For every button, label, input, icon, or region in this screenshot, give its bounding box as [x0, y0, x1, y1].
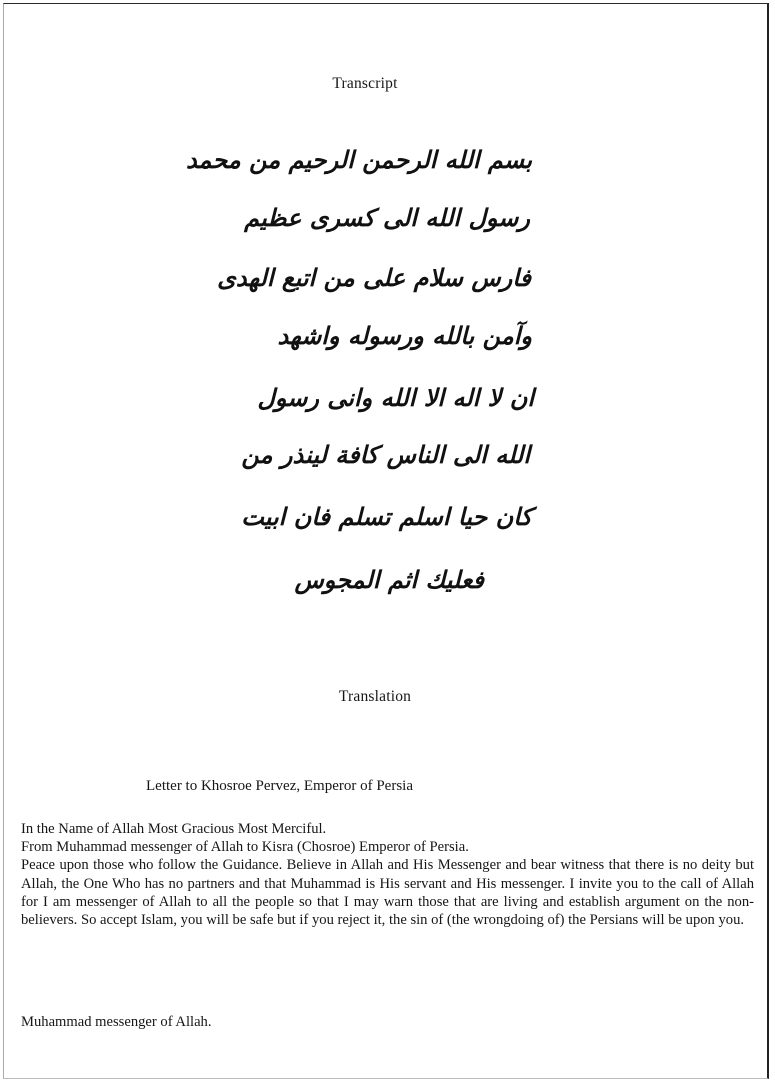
arabic-line-6: الله الى الناس كافة لينذر من [241, 441, 530, 469]
main-paragraph: Peace upon those who follow the Guidance. Believe in Allah and His Messenger and bear witness that there is no deity but Allah, the One Who has no partners and that Muhammad is His servant and His messenger. I invite you to the call of Allah for I am messenger of Allah to all the people so that I may warn those that are living and establish argument on the non-believers. So accept Islam, you will be safe but if you reject it, the sin of (the wrongdoing of) the Persians will be upon you. [21, 857, 754, 929]
arabic-line-5: ان لا اله الا الله وانى رسول [257, 384, 534, 412]
arabic-line-1: بسم الله الرحمن الرحيم من محمد [185, 146, 532, 174]
letter-title: Letter to Khosroe Pervez, Emperor of Persia [146, 778, 413, 794]
transcript-heading: Transcript [332, 75, 398, 92]
letter-body [21, 820, 754, 929]
arabic-line-4: وآمن بالله ورسوله واشهد [277, 322, 532, 350]
arabic-line-3: فارس سلام على من اتبع الهدى [217, 264, 531, 292]
signature: Muhammad messenger of Allah. [21, 1014, 212, 1030]
arabic-line-8: فعليك اثم المجوس [294, 566, 484, 594]
salutation-line: In the Name of Allah Most Gracious Most Merciful. [21, 821, 327, 837]
translation-heading: Translation [338, 688, 412, 705]
arabic-line-7: كان حيا اسلم تسلم فان ابيت [241, 503, 532, 531]
from-line: From Muhammad messenger of Allah to Kisra (Chosroe) Emperor of Persia. [21, 839, 469, 856]
arabic-line-2: رسول الله الى كسرى عظيم [244, 204, 530, 232]
